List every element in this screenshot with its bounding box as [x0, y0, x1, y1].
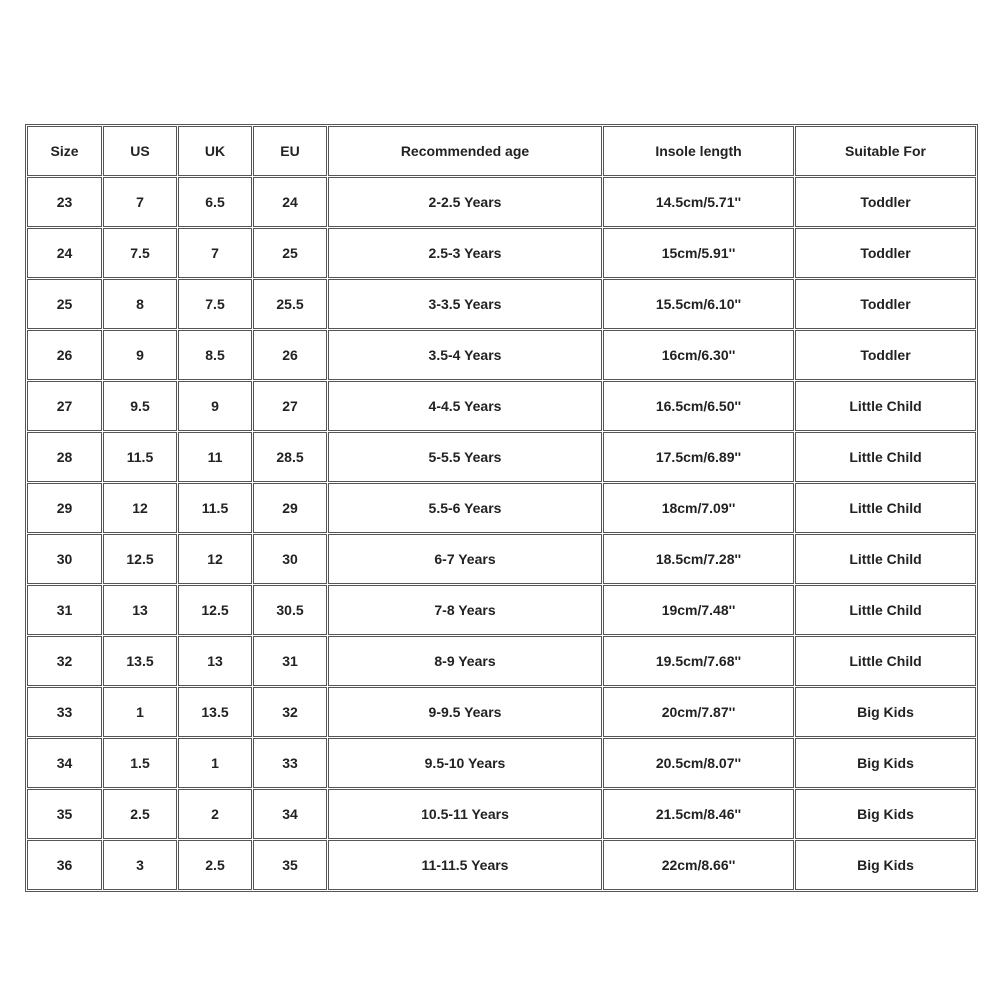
- cell-uk: 13.5: [178, 687, 252, 737]
- cell-uk: 11.5: [178, 483, 252, 533]
- cell-insole-length: 15.5cm/6.10'': [603, 279, 794, 329]
- cell-size: 30: [27, 534, 102, 584]
- cell-uk: 12.5: [178, 585, 252, 635]
- cell-insole-length: 18cm/7.09'': [603, 483, 794, 533]
- cell-us: 1.5: [103, 738, 177, 788]
- cell-eu: 24: [253, 177, 327, 227]
- cell-suitable-for: Big Kids: [795, 840, 976, 890]
- table-row: [27, 381, 976, 431]
- cell-recommended-age: 9.5-10 Years: [328, 738, 602, 788]
- cell-suitable-for: Big Kids: [795, 789, 976, 839]
- cell-size: 29: [27, 483, 102, 533]
- cell-eu: 29: [253, 483, 327, 533]
- cell-insole-length: 20.5cm/8.07'': [603, 738, 794, 788]
- cell-suitable-for: Little Child: [795, 636, 976, 686]
- cell-suitable-for: Little Child: [795, 432, 976, 482]
- cell-us: 7: [103, 177, 177, 227]
- cell-recommended-age: 2.5-3 Years: [328, 228, 602, 278]
- cell-recommended-age: 3.5-4 Years: [328, 330, 602, 380]
- header-suitable-for: Suitable For: [795, 126, 976, 176]
- table-header-row: [27, 126, 976, 176]
- header-uk: UK: [178, 126, 252, 176]
- cell-uk: 9: [178, 381, 252, 431]
- cell-size: 28: [27, 432, 102, 482]
- table-row: [27, 483, 976, 533]
- cell-recommended-age: 6-7 Years: [328, 534, 602, 584]
- cell-size: 35: [27, 789, 102, 839]
- cell-eu: 32: [253, 687, 327, 737]
- header-recommended-age: Recommended age: [328, 126, 602, 176]
- table-row: [27, 177, 976, 227]
- cell-eu: 27: [253, 381, 327, 431]
- cell-eu: 35: [253, 840, 327, 890]
- cell-suitable-for: Big Kids: [795, 738, 976, 788]
- table-row: [27, 789, 976, 839]
- cell-recommended-age: 2-2.5 Years: [328, 177, 602, 227]
- cell-eu: 28.5: [253, 432, 327, 482]
- cell-recommended-age: 5-5.5 Years: [328, 432, 602, 482]
- cell-us: 3: [103, 840, 177, 890]
- table-row: [27, 636, 976, 686]
- cell-eu: 25.5: [253, 279, 327, 329]
- cell-insole-length: 22cm/8.66'': [603, 840, 794, 890]
- cell-insole-length: 18.5cm/7.28'': [603, 534, 794, 584]
- cell-size: 31: [27, 585, 102, 635]
- cell-size: 34: [27, 738, 102, 788]
- cell-uk: 1: [178, 738, 252, 788]
- cell-uk: 11: [178, 432, 252, 482]
- table-row: [27, 687, 976, 737]
- cell-us: 8: [103, 279, 177, 329]
- cell-suitable-for: Toddler: [795, 330, 976, 380]
- cell-uk: 2: [178, 789, 252, 839]
- table-row: [27, 228, 976, 278]
- cell-suitable-for: Toddler: [795, 279, 976, 329]
- cell-us: 13.5: [103, 636, 177, 686]
- cell-insole-length: 19cm/7.48'': [603, 585, 794, 635]
- table-row: [27, 738, 976, 788]
- cell-uk: 7.5: [178, 279, 252, 329]
- cell-eu: 30.5: [253, 585, 327, 635]
- cell-insole-length: 16.5cm/6.50'': [603, 381, 794, 431]
- cell-uk: 12: [178, 534, 252, 584]
- cell-eu: 31: [253, 636, 327, 686]
- cell-size: 23: [27, 177, 102, 227]
- cell-insole-length: 21.5cm/8.46'': [603, 789, 794, 839]
- cell-size: 26: [27, 330, 102, 380]
- cell-insole-length: 19.5cm/7.68'': [603, 636, 794, 686]
- cell-size: 24: [27, 228, 102, 278]
- cell-suitable-for: Big Kids: [795, 687, 976, 737]
- header-eu: EU: [253, 126, 327, 176]
- cell-us: 11.5: [103, 432, 177, 482]
- cell-suitable-for: Little Child: [795, 381, 976, 431]
- cell-recommended-age: 9-9.5 Years: [328, 687, 602, 737]
- cell-insole-length: 16cm/6.30'': [603, 330, 794, 380]
- cell-eu: 33: [253, 738, 327, 788]
- cell-us: 12.5: [103, 534, 177, 584]
- cell-insole-length: 20cm/7.87'': [603, 687, 794, 737]
- cell-eu: 34: [253, 789, 327, 839]
- cell-size: 25: [27, 279, 102, 329]
- table-row: [27, 330, 976, 380]
- cell-suitable-for: Little Child: [795, 483, 976, 533]
- table-row: [27, 585, 976, 635]
- cell-insole-length: 17.5cm/6.89'': [603, 432, 794, 482]
- cell-recommended-age: 4-4.5 Years: [328, 381, 602, 431]
- cell-uk: 7: [178, 228, 252, 278]
- cell-insole-length: 14.5cm/5.71'': [603, 177, 794, 227]
- cell-eu: 30: [253, 534, 327, 584]
- table-row: [27, 279, 976, 329]
- cell-recommended-age: 7-8 Years: [328, 585, 602, 635]
- cell-size: 32: [27, 636, 102, 686]
- cell-size: 33: [27, 687, 102, 737]
- table-row: [27, 534, 976, 584]
- header-insole-length: Insole length: [603, 126, 794, 176]
- cell-us: 2.5: [103, 789, 177, 839]
- table-row: [27, 840, 976, 890]
- cell-size: 27: [27, 381, 102, 431]
- cell-uk: 6.5: [178, 177, 252, 227]
- cell-insole-length: 15cm/5.91'': [603, 228, 794, 278]
- cell-size: 36: [27, 840, 102, 890]
- cell-recommended-age: 10.5-11 Years: [328, 789, 602, 839]
- cell-recommended-age: 3-3.5 Years: [328, 279, 602, 329]
- cell-us: 12: [103, 483, 177, 533]
- cell-us: 13: [103, 585, 177, 635]
- cell-recommended-age: 5.5-6 Years: [328, 483, 602, 533]
- table-row: [27, 432, 976, 482]
- cell-us: 7.5: [103, 228, 177, 278]
- size-chart-table: [25, 124, 978, 892]
- cell-suitable-for: Toddler: [795, 228, 976, 278]
- cell-us: 9: [103, 330, 177, 380]
- cell-recommended-age: 11-11.5 Years: [328, 840, 602, 890]
- cell-suitable-for: Toddler: [795, 177, 976, 227]
- cell-us: 9.5: [103, 381, 177, 431]
- cell-us: 1: [103, 687, 177, 737]
- cell-recommended-age: 8-9 Years: [328, 636, 602, 686]
- cell-uk: 8.5: [178, 330, 252, 380]
- cell-uk: 2.5: [178, 840, 252, 890]
- table-body: [27, 177, 976, 890]
- cell-eu: 25: [253, 228, 327, 278]
- cell-suitable-for: Little Child: [795, 585, 976, 635]
- cell-suitable-for: Little Child: [795, 534, 976, 584]
- header-us: US: [103, 126, 177, 176]
- header-size: Size: [27, 126, 102, 176]
- cell-eu: 26: [253, 330, 327, 380]
- cell-uk: 13: [178, 636, 252, 686]
